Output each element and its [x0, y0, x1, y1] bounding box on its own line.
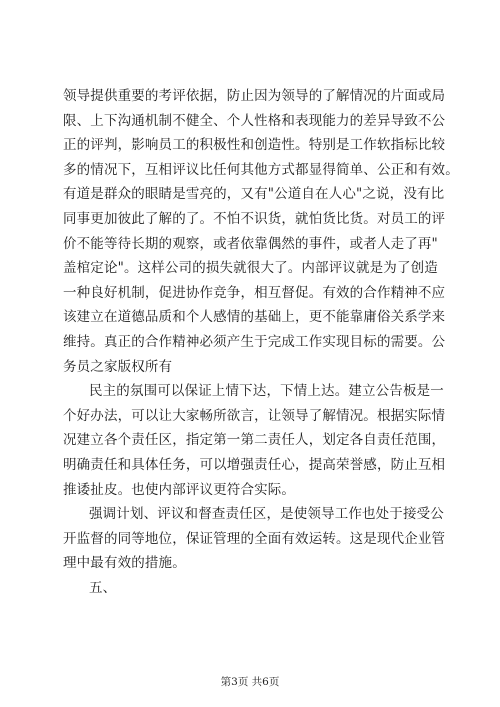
paragraph-2	[63, 379, 446, 502]
text-line: 盖棺定论"。这样公司的损失就很大了。内部评议就是为了创造	[63, 260, 438, 277]
section-heading	[63, 576, 439, 601]
page-number-footer: 第3页 共6页	[220, 676, 280, 688]
text-line: 价不能等待长期的观察，或者依靠偶然的事件，或者人走了再"	[63, 235, 438, 252]
paragraph-1	[63, 84, 459, 379]
text-line: 该建立在道德品质和个人感情的基础上，更不能靠庸俗关系学来	[63, 309, 446, 326]
text-line: 多的情况下，互相评议比任何其他方式都显得简单、公正和有效。	[63, 161, 459, 178]
text-line: 况建立各个责任区，指定第一第二责任人，划定各自责任范围，	[63, 432, 446, 449]
text-line: 开监督的同等地位，保证管理的全面有效运转。这是现代企业管	[63, 530, 446, 547]
text-line: 理中最有效的措施。	[63, 555, 186, 572]
text-line: 个好办法，可以让大家畅所欲言，让领导了解情况。根据实际情	[63, 407, 446, 424]
text-line: 一种良好机制，促进协作竞争，相互督促。有效的合作精神不应	[63, 284, 446, 301]
paragraph-3	[63, 502, 446, 576]
section-number: 五、	[89, 579, 117, 596]
text-line: 民主的氛围可以保证上情下达，下情上达。建立公告板是一	[89, 383, 444, 400]
text-line: 同事更加彼此了解的了。不怕不识货，就怕货比货。对员工的评	[63, 210, 446, 227]
text-line: 领导提供重要的考评依据，防止因为领导的了解情况的片面或局	[63, 88, 446, 104]
text-line: 明确责任和具体任务，可以增强责任心，提高荣誉感，防止互相	[63, 456, 446, 473]
text-line: 推诿扯皮。也使内部评议更符合实际。	[63, 481, 296, 498]
text-line: 正的评判，影响员工的积极性和创造性。特别是工作软指标比较	[63, 137, 446, 154]
document-body	[63, 84, 459, 600]
text-line: 强调计划、评议和督查责任区，是使领导工作也处于接受公	[89, 506, 444, 523]
text-line: 务员之家版权所有	[63, 358, 173, 375]
text-line: 有道是群众的眼睛是雪亮的，又有"公道自在人心"之说，没有比	[63, 186, 445, 203]
text-line: 限、上下沟通机制不健全、个人性格和表现能力的差异导致不公	[63, 112, 446, 129]
text-line: 维持。真正的合作精神必须产生于完成工作实现目标的需要。公	[63, 333, 446, 350]
